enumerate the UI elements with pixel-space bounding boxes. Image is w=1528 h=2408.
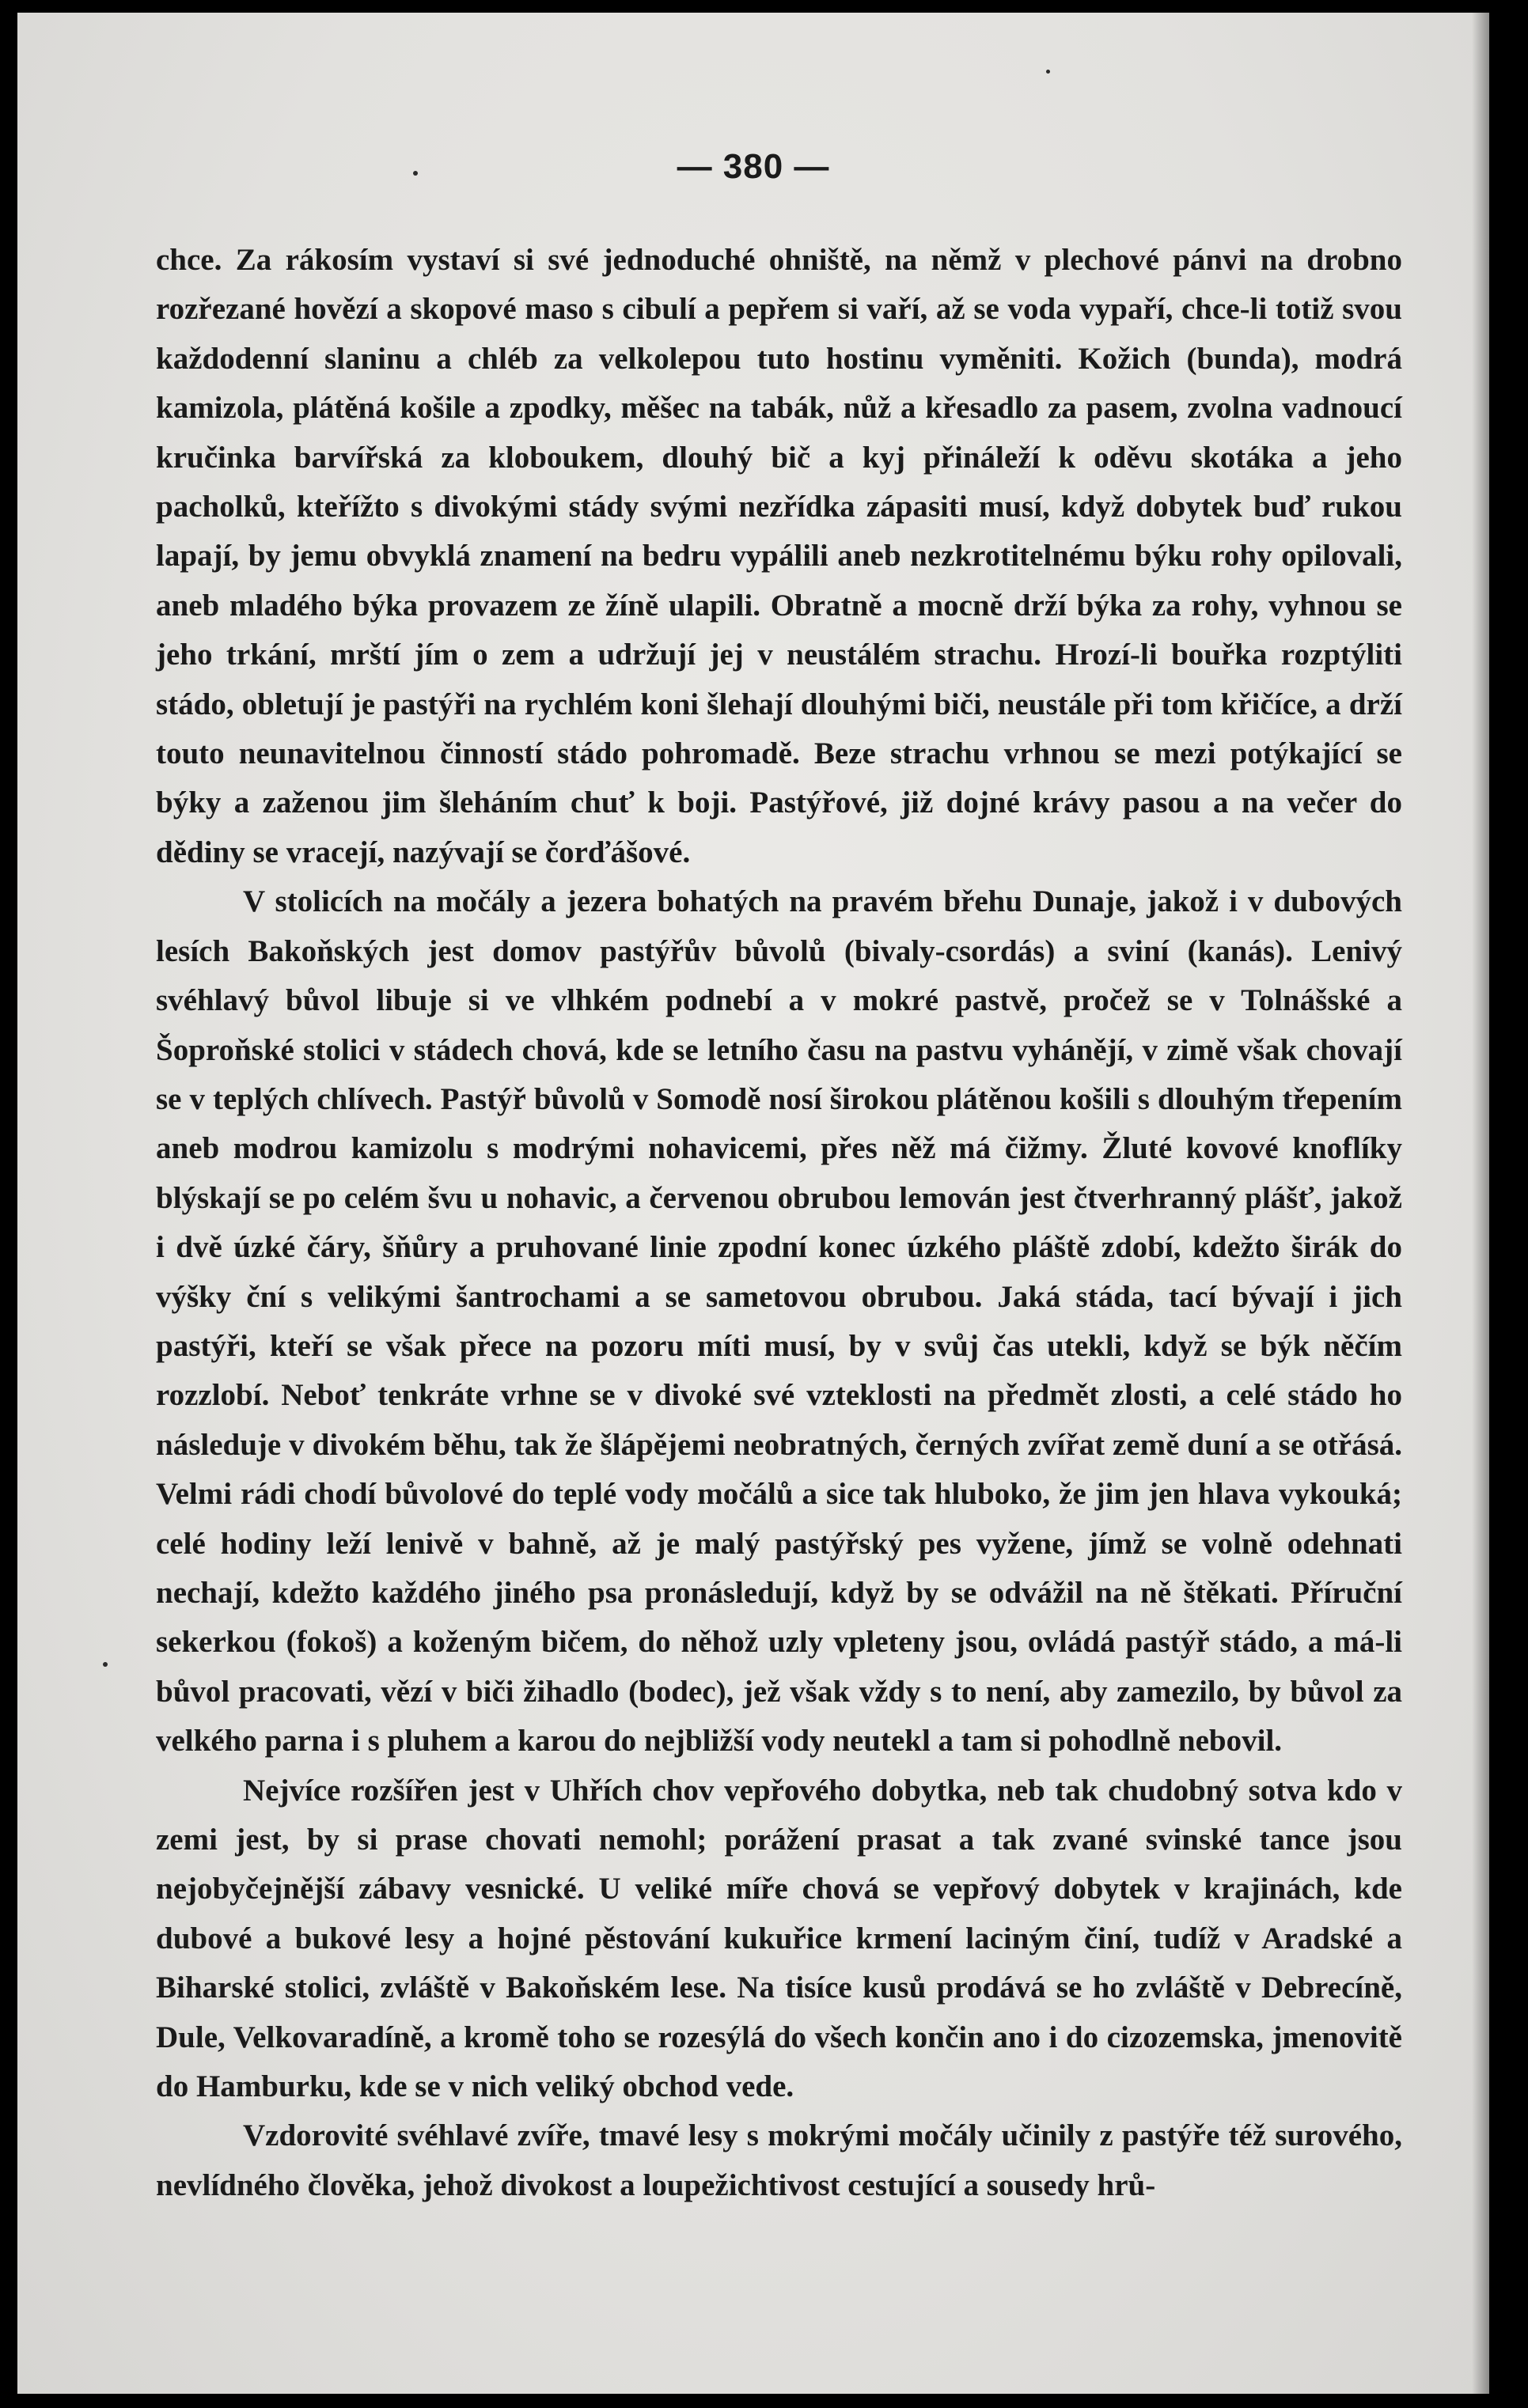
book-page xyxy=(17,13,1489,2394)
paragraph-3: Nejvíce rozšířen jest v Uhřích chov vepřového dobytka, neb tak chudobný sotva kdo v zemi jest, by si prase chovati nemohl; porážení prasat a tak zvané svinské tance jsou nejobyčejnější zábavy vesnické. U veliké míře chová se vepřový dobytek v krajinách, kde dubové a bukové lesy a hojné pěstování kukuřice krmení laciným činí, tudíž v Aradské a Biharské stolici, zvláště v Bakoňském lese. Na tisíce kusů prodává se ho zvláště v Debrecíně, Dule, Velkovaradíně, a kromě toho se rozesýlá do všech končin ano i do cizozemska, jmenovitě do Hamburku, kde se v nich veliký obchod vede. xyxy=(156,1773,1402,2104)
paper-speck xyxy=(1046,70,1050,74)
paper-speck xyxy=(413,171,418,176)
page-edge-shadow xyxy=(1472,13,1489,2394)
body-text xyxy=(156,236,1402,2210)
paragraph-4: Vzdorovité svéhlavé zvíře, tmavé lesy s mokrými močály učinily z pastýře též surového, nevlídného člověka, jehož divokost a loupežichtivost cestující a sousedy hrů- xyxy=(156,2118,1402,2202)
paper-speck xyxy=(103,1662,108,1667)
paragraph-1: chce. Za rákosím vystaví si své jednoduché ohniště, na němž v plechové pánvi na drobno rozřezané hovězí a skopové maso s cibulí a pepřem si vaří, až se voda vypaří, chce-li totiž svou každodenní slaninu a chléb za velkolepou tuto hostinu vyměniti. Kožich (bunda), modrá kamizola, plátěná košile a zpodky, měšec na tabák, nůž a křesadlo za pasem, zvolna vadnoucí kručinka barvířská za kloboukem, dlouhý bič a kyj přináleží k oděvu skotáka a jeho pacholků, kteřížto s divokými stády svými nezřídka zápasiti musí, když dobytek buď rukou lapají, by jemu obvyklá znamení na bedru vypálili aneb nezkrotitelnému býku rohy opilovali, aneb mladého býka provazem ze žíně ulapili. Obratně a mocně drží býka za rohy, vyhnou se jeho trkání, mrští jím o zem a udržují jej v neustálém strachu. Hrozí-li bouřka rozptýliti stádo, obletují je pastýři na rychlém koni šlehají dlouhými biči, neustále při tom křičíce, a drží touto neunavitelnou činností stádo pohromadě. Beze strachu vrhnou se mezi potýkající se býky a zaženou jim šleháním chuť k boji. Pastýřové, již dojné krávy pasou a na večer do dědiny se vracejí, nazývají se čorďášové. xyxy=(156,243,1402,869)
paragraph-2: V stolicích na močály a jezera bohatých na pravém břehu Dunaje, jakož i v dubových lesích Bakoňských jest domov pastýřův bůvolů (bivaly-csordás) a sviní (kanás). Lenivý svéhlavý bůvol libuje si ve vlhkém podnebí a v mokré pastvě, pročež se v Tolnášské a Šoproňské stolici v stádech chová, kde se letního času na pastvu vyhánějí, v zimě však chovají se v teplých chlívech. Pastýř bůvolů v Somodě nosí širokou plátěnou košili s dlouhým třepením aneb modrou kamizolu s modrými nohavicemi, přes něž má čižmy. Žluté kovové knoflíky blýskají se po celém švu u nohavic, a červenou obrubou lemován jest čtverhranný plášť, jakož i dvě úzké čáry, šňůry a pruhované linie zpodní konec úzkého pláště zdobí, kdežto širák do výšky ční s velikými šantrochami a se sametovou obrubou. Jaká stáda, tací bývají i jich pastýři, kteří se však přece na pozoru míti musí, by v svůj čas utekli, když se býk něčím rozzlobí. Neboť tenkráte vrhne se v divoké své vzteklosti na předmět zlosti, a celé stádo ho následuje v divokém běhu, tak že šlápějemi neobratných, černých zvířat země duní a se otřásá. Velmi rádi chodí bůvolové do teplé vody močálů a sice tak hluboko, že jim jen hlava vykouká; celé hodiny leží lenivě v bahně, až je malý pastýřský pes vyžene, jímž se volně odehnati nechají, kdežto každého jiného psa pronásledují, když by se odvážil na ně štěkati. Příruční sekerkou (fokoš) a koženým bičem, do něhož uzly vpleteny jsou, ovládá pastýř stádo, a má-li bůvol pracovati, vězí v biči žihadlo (bodec), jež však vždy s to není, aby zamezilo, by bůvol za velkého parna i s pluhem a karou do nejbližší vody neutekl a tam si pohodlně nebovil. xyxy=(156,884,1402,1759)
page-number: — 380 — xyxy=(677,147,830,186)
